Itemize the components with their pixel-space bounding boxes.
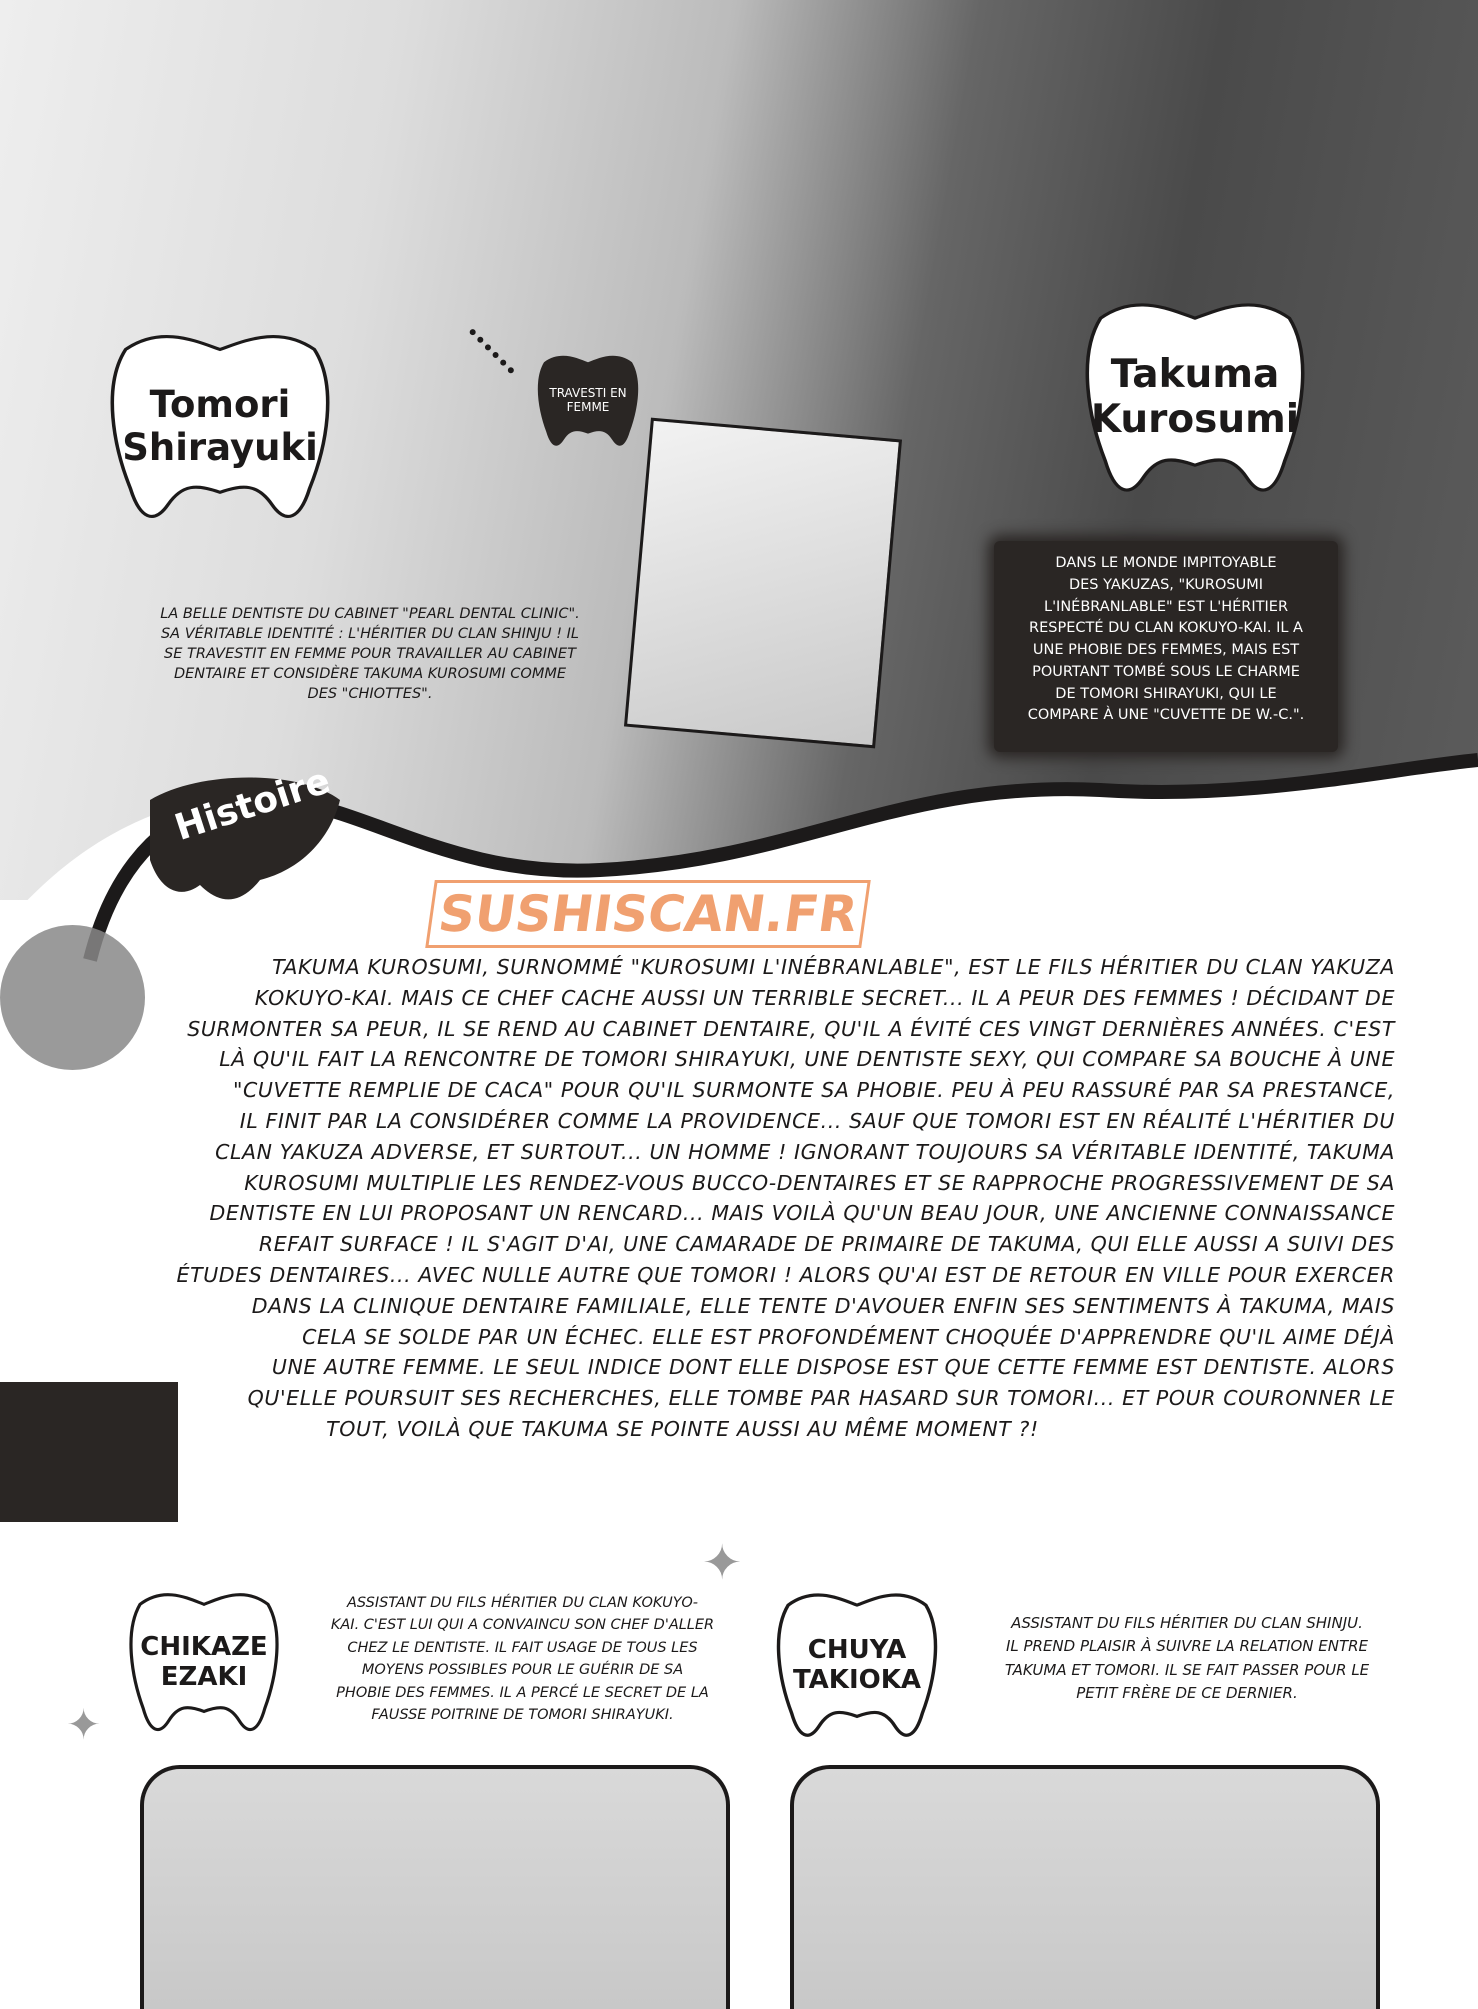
tag-travesti-label: TRAVESTI EN FEMME — [549, 386, 627, 414]
desc-line: L'INÉBRANLABLE" EST L'HÉRITIER — [1043, 598, 1289, 615]
desc-line: CHEZ LE DENTISTE. IL FAIT USAGE DE TOUS LES — [347, 1639, 698, 1656]
name-badge-chikaze — [124, 1586, 284, 1739]
sparkle-icon: ✦ — [702, 1535, 743, 1591]
tomori-description — [130, 604, 610, 704]
sparkle-icon: ✦ — [66, 1700, 102, 1749]
chikaze-description — [305, 1592, 740, 1727]
story-line: TOUT, VOILÀ QUE TAKUMA SE POINTE AUSSI AU MÊME MOMENT ?! — [326, 1416, 1039, 1441]
name-badge-chuya — [771, 1586, 943, 1745]
desc-line: COMPARE À UNE "CUVETTE DE W.-C.". — [1027, 707, 1305, 724]
story-line: CELA SE SOLDE PAR UN ÉCHEC. ELLE EST PROFONDÉMENT CHOQUÉE D'APPRENDRE QU'IL AIME DÉJÀ — [302, 1324, 1395, 1349]
watermark — [0, 925, 145, 1070]
desc-line: POURTANT TOMBÉ SOUS LE CHARME — [1032, 663, 1300, 680]
chuya-description — [962, 1612, 1412, 1705]
desc-line: PHOBIE DES FEMMES. IL A PERCÉ LE SECRET DE LA — [336, 1684, 709, 1701]
desc-line: LA BELLE DENTISTE DU CABINET "PEARL DENTAL CLINIC". — [160, 606, 580, 622]
chuya-name-line2: TAKIOKA — [792, 1664, 922, 1695]
story-line: REFAIT SURFACE ! IL S'AGIT D'AI, UNE CAMARADE DE PRIMAIRE DE TAKUMA, QUI ELLE AUSSI A SUIVI DES — [258, 1232, 1395, 1257]
desc-line: DES "CHIOTTES". — [307, 686, 433, 702]
story-line: KUROSUMI MULTIPLIE LES RENDEZ-VOUS BUCCO-DENTAIRES ET SE RAPPROCHE PROGRESSIVEMENT DE SA — [244, 1170, 1395, 1195]
desc-line: DENTAIRE ET CONSIDÈRE TAKUMA KUROSUMI COMME — [173, 666, 567, 682]
story-line: ÉTUDES DENTAIRES... AVEC NULLE AUTRE QUE TOMORI ! ALORS QU'AI EST DE RETOUR EN VILLE POUR EXERCER — [176, 1262, 1395, 1287]
story-line: DENTISTE EN LUI PROPOSANT UN RENCARD... MAIS VOILÀ QU'UN BEAU JOUR, UNE ANCIENNE CONNAISSANCE — [209, 1201, 1395, 1226]
chikaze-name-line1: CHIKAZE — [140, 1631, 268, 1662]
desc-line: RESPECTÉ DU CLAN KOKUYO-KAI. IL A — [1029, 620, 1303, 637]
takuma-name-line1: Takuma — [1110, 352, 1280, 398]
tomori-name-line1: Tomori — [149, 383, 291, 427]
desc-line: IL PREND PLAISIR À SUIVRE LA RELATION ENTRE — [1005, 1637, 1369, 1656]
portrait-panel-chuya — [790, 1765, 1380, 2009]
story-line: TAKUMA KUROSUMI, SURNOMMÉ "KUROSUMI L'INÉBRANLABLE", EST LE FILS HÉRITIER DU CLAN YAKUZA — [272, 955, 1395, 979]
portrait-panel-chikaze — [140, 1765, 730, 2009]
name-badge-takuma — [1077, 293, 1313, 503]
desc-line: FAUSSE POITRINE DE TOMORI SHIRAYUKI. — [371, 1707, 674, 1724]
desc-line: ASSISTANT DU FILS HÉRITIER DU CLAN SHINJU. — [1011, 1614, 1363, 1632]
desc-line: SA VÉRITABLE IDENTITÉ : L'HÉRITIER DU CLAN SHINJU ! IL — [160, 626, 580, 642]
story-line: CLAN YAKUZA ADVERSE, ET SURTOUT... UN HOMME ! IGNORANT TOUJOURS SA VÉRITABLE IDENTITÉ, TAKUMA — [215, 1139, 1395, 1164]
desc-line: DES YAKUZAS, "KUROSUMI — [1068, 576, 1264, 593]
story-line: "CUVETTE REMPLIE DE CACA" POUR QU'IL SURMONTE SA PHOBIE. PEU À PEU RASSURÉ PAR SA PRESTANCE, — [232, 1078, 1395, 1103]
story-line: SURMONTER SA PEUR, IL SE REND AU CABINET DENTAIRE, QU'IL A ÉVITÉ CES VINGT DERNIÈRES ANNÉES. C'EST — [187, 1016, 1395, 1041]
story-text — [150, 952, 1395, 1445]
chuya-name-line1: CHUYA — [807, 1634, 907, 1665]
story-line: IL FINIT PAR LA CONSIDÉRER COMME LA PROVIDENCE... SAUF QUE TOMORI EST EN RÉALITÉ L'HÉRITIER DU — [239, 1108, 1395, 1133]
desc-line: TAKUMA ET TOMORI. IL SE FAIT PASSER POUR LE — [1004, 1660, 1370, 1679]
takuma-name-line2: Kurosumi — [1090, 397, 1300, 442]
story-line: UNE AUTRE FEMME. LE SEUL INDICE DONT ELLE DISPOSE EST QUE CETTE FEMME EST DENTISTE. ALORS — [271, 1355, 1395, 1380]
inset-panel-tomori — [624, 418, 902, 749]
desc-line: PETIT FRÈRE DE CE DERNIER. — [1076, 1683, 1298, 1702]
desc-line: DE TOMORI SHIRAYUKI, QUI LE — [1055, 685, 1277, 702]
tomori-name-line2: Shirayuki — [122, 426, 318, 469]
story-heading: Histoire — [170, 760, 336, 849]
desc-line: MOYENS POSSIBLES POUR LE GUÉRIR DE SA — [361, 1662, 684, 1679]
left-black-block — [0, 1382, 178, 1522]
watermark-text: SUSHISCAN.FR — [425, 880, 871, 948]
desc-line: ASSISTANT DU FILS HÉRITIER DU CLAN KOKUYO- — [347, 1595, 698, 1611]
story-line: LÀ QU'IL FAIT LA RENCONTRE DE TOMORI SHIRAYUKI, UNE DENTISTE SEXY, QUI COMPARE SA BOUCHE À UNE — [219, 1047, 1395, 1072]
name-badge-tomori — [102, 325, 338, 529]
takuma-description — [994, 541, 1338, 752]
tag-travesti — [533, 350, 643, 452]
chikaze-name-line2: EZAKI — [160, 1661, 248, 1692]
desc-line: KAI. C'EST LUI QUI A CONVAINCU SON CHEF D'ALLER — [330, 1617, 715, 1634]
story-line: DANS LA CLINIQUE DENTAIRE FAMILIALE, ELLE TENTE D'AVOUER ENFIN SES SENTIMENTS À TAKUMA, MAIS — [251, 1293, 1395, 1318]
desc-line: DANS LE MONDE IMPITOYABLE — [1055, 555, 1277, 571]
desc-line: UNE PHOBIE DES FEMMES, MAIS EST — [1032, 642, 1300, 658]
story-line: QU'ELLE POURSUIT SES RECHERCHES, ELLE TOMBE PAR HASARD SUR TOMORI... ET POUR COURONNER LE — [247, 1386, 1395, 1411]
desc-line: SE TRAVESTIT EN FEMME POUR TRAVAILLER AU CABINET — [164, 646, 576, 662]
story-line: KOKUYO-KAI. MAIS CE CHEF CACHE AUSSI UN TERRIBLE SECRET... IL A PEUR DES FEMMES ! DÉCIDANT DE — [254, 985, 1395, 1010]
